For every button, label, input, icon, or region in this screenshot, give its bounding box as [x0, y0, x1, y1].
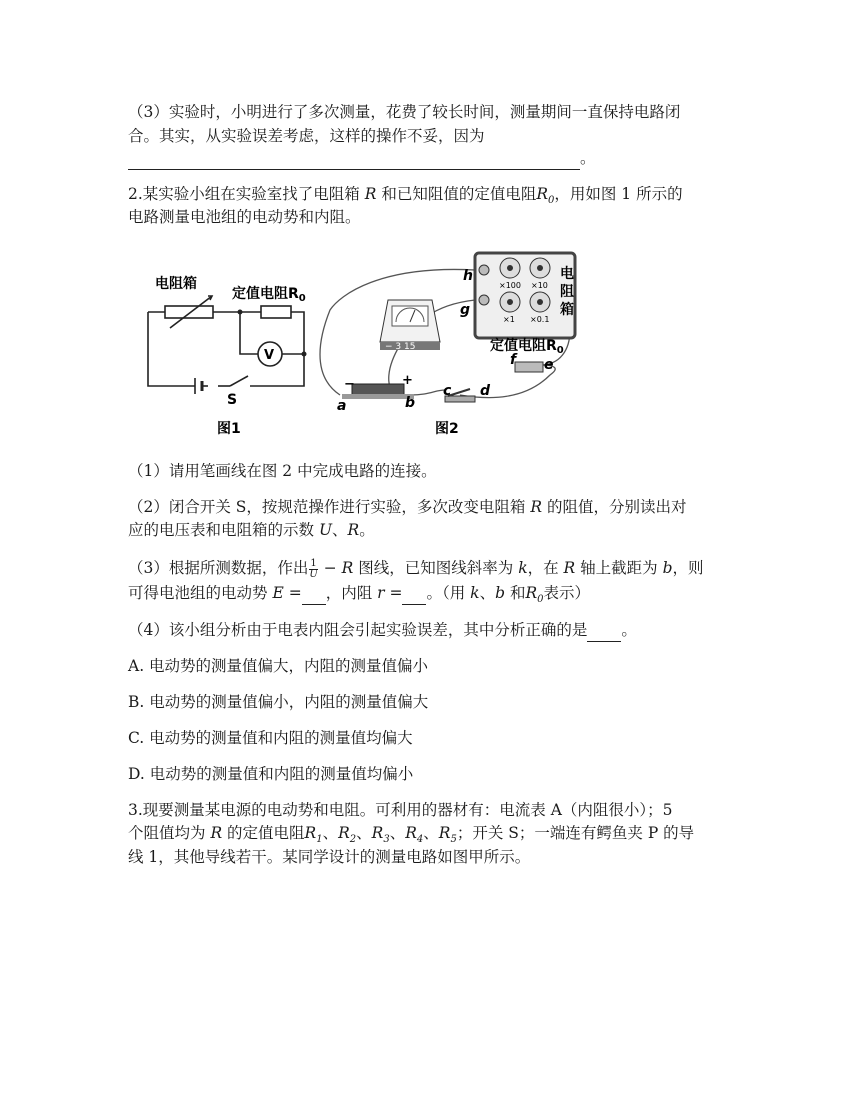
svg-text:−: −	[344, 377, 355, 392]
answer-blank-r[interactable]	[402, 582, 426, 605]
answer-blank[interactable]	[128, 147, 580, 170]
q2-intro-line1: 2.某实验小组在实验室找了电阻箱 R 和已知阻值的定值电阻$R_0$，用如图 1 所示的	[128, 185, 683, 207]
svg-text:e: e	[544, 357, 554, 373]
svg-text:b: b	[405, 395, 416, 411]
svg-text:×0.1: ×0.1	[530, 315, 550, 324]
svg-text:h: h	[463, 268, 473, 284]
fig1-box-label: 电阻箱	[155, 276, 197, 292]
answer-blank-E[interactable]	[302, 582, 326, 605]
fig2-voltmeter	[380, 300, 440, 352]
option-c[interactable]: C. 电动势的测量值和内阻的测量值均偏大	[128, 729, 413, 747]
svg-text:×10: ×10	[531, 281, 548, 290]
q2-part2-line1: （2）闭合开关 S，按规范操作进行实验，多次改变电阻箱 R 的阻值，分别读出对	[128, 498, 687, 516]
fig1-switch-label: S	[227, 392, 238, 408]
svg-text:a: a	[337, 398, 347, 414]
figure-1-circuit	[148, 296, 304, 394]
q2-part3-line2: 可得电池组的电动势 E = ，内阻 r = 。（用 k、b 和$R_0$表示）	[128, 584, 591, 606]
svg-text:×1: ×1	[503, 315, 515, 324]
option-d[interactable]: D. 电动势的测量值和内阻的测量值均偏小	[128, 765, 414, 783]
svg-text:g: g	[460, 302, 471, 318]
q3-line1: 3.现要测量某电源的电动势和电阻。可利用的器材有：电流表 A（内阻很小）；5	[128, 801, 673, 819]
option-b[interactable]: B. 电动势的测量值偏小，内阻的测量值偏大	[128, 693, 429, 711]
q1-part3-line2: 合。其实，从实验误差考虑，这样的操作不妥，因为	[128, 127, 485, 145]
q3-line3: 线 1，其他导线若干。某同学设计的测量电路如图甲所示。	[128, 848, 531, 866]
fig1-r0-label: 定值电阻$R_0$	[232, 286, 306, 304]
q2-part4: （4）该小组分析由于电表内阻会引起实验误差，其中分析正确的是 。	[128, 619, 637, 642]
q3-line2: 个阻值均为 R 的定值电阻$R_1$、$R_2$、$R_3$、$R_4$、$R_5$；开关 S；一端连有鳄鱼夹 P 的导	[128, 824, 695, 846]
svg-text:×100: ×100	[499, 281, 521, 290]
fraction-1-over-U: $\frac{1}{U}$	[309, 557, 318, 580]
q1-part3-line1: （3）实验时，小明进行了多次测量，花费了较长时间，测量期间一直保持电路闭	[128, 103, 681, 121]
option-a[interactable]: A. 电动势的测量值偏大，内阻的测量值偏小	[128, 657, 429, 675]
q2-part3-line1: （3）根据所测数据，作出 $\frac{1}{U}$ − R 图线，已知图线斜率为 k，在 R 轴上截距为 b，则	[128, 557, 704, 580]
svg-text:阻: 阻	[560, 284, 574, 300]
q1-part3-answer-line: 。	[128, 147, 596, 170]
svg-text:箱: 箱	[560, 302, 574, 318]
q2-part1: （1）请用笔画线在图 2 中完成电路的连接。	[128, 462, 437, 480]
fig1-voltmeter-label: V	[264, 348, 275, 363]
q2-figures	[130, 250, 730, 445]
fig2-caption: 图2	[435, 421, 459, 437]
q2-intro-line2: 电路测量电池组的电动势和内阻。	[128, 208, 361, 226]
fig1-caption: 图1	[217, 421, 241, 437]
svg-text:f: f	[510, 352, 517, 368]
svg-text:电: 电	[560, 266, 574, 282]
svg-text:c: c	[443, 383, 452, 399]
q2-part2-line2: 应的电压表和电阻箱的示数 U、R。	[128, 521, 375, 539]
fig2-r0-label: 定值电阻$R_0$	[490, 338, 564, 356]
answer-blank-4[interactable]	[587, 619, 621, 642]
svg-text:− 3 15: − 3 15	[385, 342, 416, 352]
svg-text:+: +	[402, 373, 413, 388]
svg-text:d: d	[480, 383, 491, 399]
